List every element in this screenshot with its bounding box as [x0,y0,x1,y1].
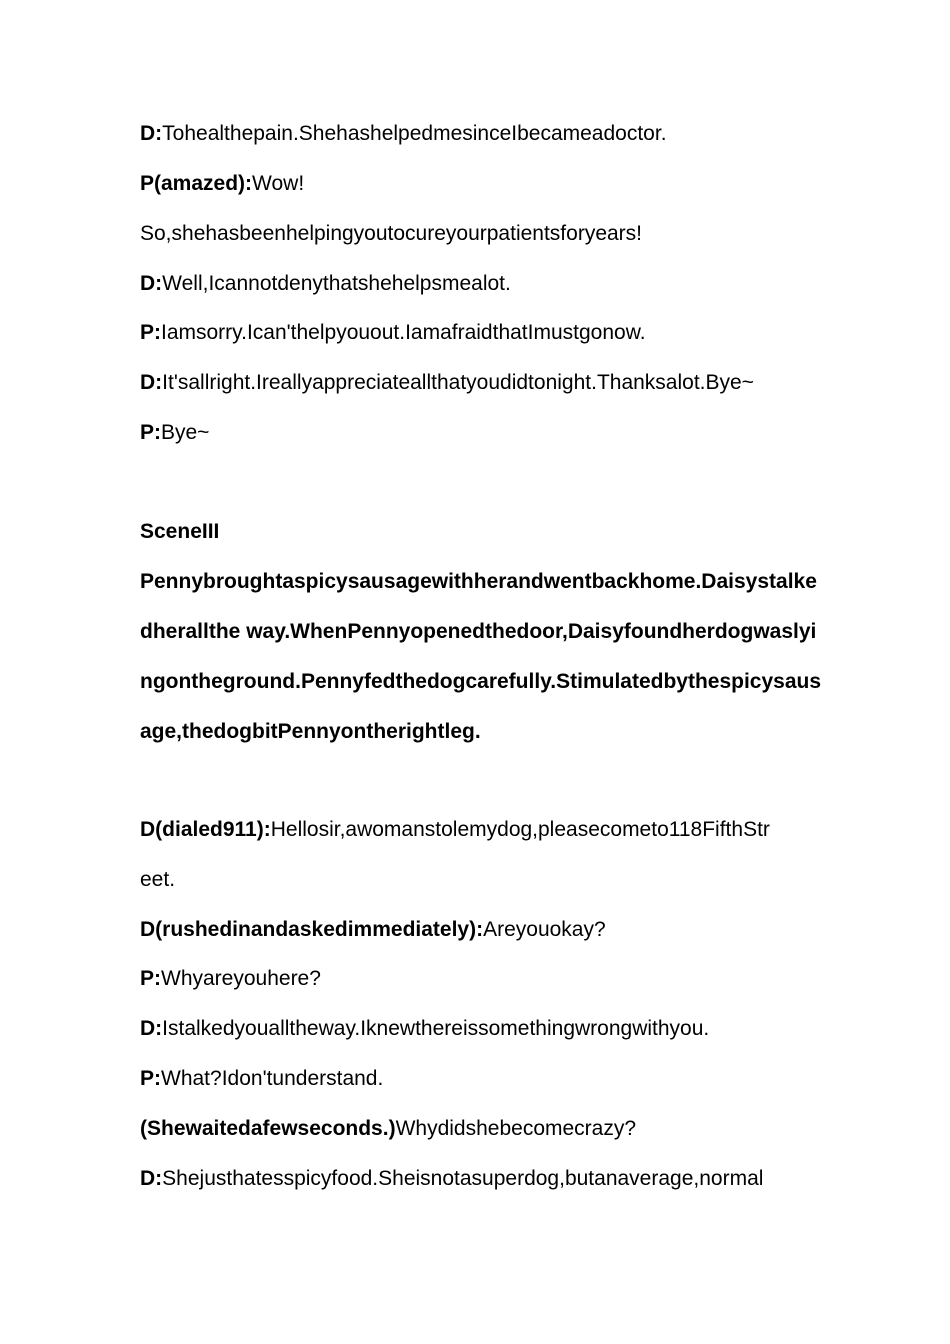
dialogue-line [140,272,511,296]
dialogue-line [140,371,754,395]
scene-narration-line: age,thedogbitPennyontherightleg. [140,720,481,743]
dialogue-text: Istalkedyoualltheway.Iknewthereissomethingwrongwithyou. [162,1017,710,1040]
speaker-label: D: [140,272,163,295]
dialogue-line [140,1167,763,1191]
dialogue-line [140,321,646,345]
dialogue-text: Shejusthatesspicyfood.Sheisnotasuperdog,butanaverage,normal [162,1167,764,1190]
speaker-label: (Shewaitedafewseconds.) [140,1117,396,1140]
dialogue-line [140,1117,636,1141]
dialogue-line [140,421,209,445]
dialogue-text: Wow! [252,172,305,195]
dialogue-line [140,122,667,146]
speaker-label: P: [140,1067,161,1090]
dialogue-text: What?Idon'tunderstand. [161,1067,384,1090]
dialogue-text: Whyareyouhere? [161,967,321,990]
scene-narration-line: ngontheground.Pennyfedthedogcarefully.Stimulatedbythespicysaus [140,670,822,693]
dialogue-text: Hellosir,awomanstolemydog,pleasecometo118FifthStr [270,818,770,841]
dialogue-text: It'sallright.Ireallyappreciateallthatyoudidtonight.Thanksalot.Bye~ [162,371,754,394]
dialogue-text: So,shehasbeenhelpingyoutocureyourpatientsforyears! [140,222,643,245]
speaker-label: D(rushedinandaskedimmediately): [140,918,484,941]
dialogue-line [140,1017,709,1041]
scene-title: SceneIII [140,520,220,543]
dialogue-line [140,868,175,892]
dialogue-text: Well,Icannotdenythatshehelpsmealot. [162,272,511,295]
scene-narration-line: Pennybroughtaspicysausagewithherandwentbackhome.Daisystalke [140,570,817,593]
speaker-label: P: [140,421,161,444]
scene-narration-line: dherallthe way.WhenPennyopenedthedoor,Daisyfoundherdogwaslyi [140,620,817,643]
dialogue-line [140,222,642,246]
speaker-label: D: [140,122,163,145]
speaker-label: P(amazed): [140,172,253,195]
speaker-label: D: [140,1017,163,1040]
speaker-label: D: [140,371,163,394]
dialogue-text: Bye~ [161,421,210,444]
dialogue-text: Tohealthepain.ShehashelpedmesinceIbecameadoctor. [162,122,667,145]
speaker-label: D(dialed911): [140,818,271,841]
dialogue-text: Iamsorry.Ican'thelpyouout.IamafraidthatImustgonow. [161,321,646,344]
dialogue-line [140,172,304,196]
dialogue-text: Areyouokay? [483,918,606,941]
dialogue-line [140,918,606,942]
dialogue-line [140,967,321,991]
dialogue-text: Whydidshebecomecrazy? [395,1117,637,1140]
speaker-label: P: [140,321,161,344]
dialogue-line [140,818,770,842]
dialogue-text: eet. [140,868,176,891]
dialogue-line [140,1067,383,1091]
speaker-label: D: [140,1167,163,1190]
speaker-label: P: [140,967,161,990]
